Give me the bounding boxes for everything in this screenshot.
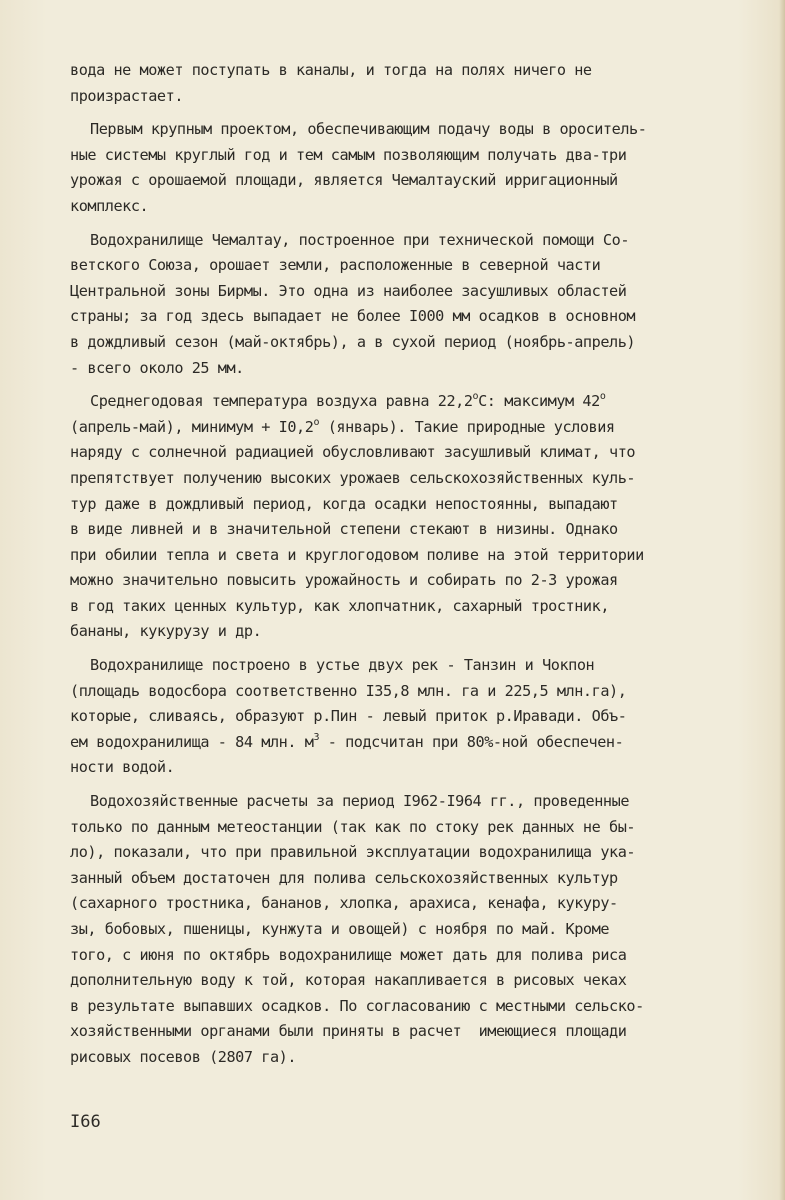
text-line: Водохранилище построено в устье двух рек - Танзин и Чокпон [90,656,595,675]
paragraph [70,653,770,781]
text-line: Водохозяйственные расчеты за период I962-I964 гг., проведенные [90,792,630,811]
text-line: в результате выпавших осадков. По согласованию с местными сельско- [70,996,644,1015]
text-line: которые, сливаясь, образуют р.Пин - левый приток р.Иравади. Объ- [70,707,627,726]
paragraph [70,389,770,645]
text-line: ло), показали, что при правильной эксплуатации водохранилища ука- [70,843,636,862]
text-line: зы, бобовых, пшеницы, кунжута и овощей) с ноября по май. Кроме [70,920,610,938]
text-line: - всего около 25 мм. [70,358,244,377]
paragraph [70,789,770,1071]
paragraph [70,58,770,109]
text-line: занный объем достаточен для полива сельскохозяйственных культур [70,868,618,887]
text-line: при обилии тепла и света и круглогодовом поливе на этой территории [70,545,644,564]
text-line: Центральной зоны Бирмы. Это одна из наиболее засушливых областей [70,281,627,300]
text-line: можно значительно повысить урожайность и собирать по 2-3 урожая [70,571,618,590]
text-line: Первым крупным проектом, обеспечивающим подачу воды в ороситель- [90,120,647,139]
paragraph [70,117,770,219]
text-line: в дождливый сезон (май-октябрь), а в сухой период (ноябрь-апрель) [70,332,636,351]
text-line: в год таких ценных культур, как хлопчатник, сахарный тростник, [70,596,610,615]
text-line: препятствует получению высоких урожаев сельскохозяйственных куль- [70,468,636,487]
text-line: бананы, кукурузу и др. [70,622,262,641]
paragraph [70,228,770,382]
text-line: наряду с солнечной радиацией обусловливают засушливый климат, что [70,443,636,462]
page-number: I66 [70,1112,101,1132]
text-line: хозяйственными органами были приняты в расчет имеющиеся площади [70,1022,627,1041]
text-line: (апрель-май), минимум + $I0,2^o$ (январь). Такие природные условия [70,416,615,436]
text-line: Водохранилище Чемалтау, построенное при технической помощи Со- [90,230,630,249]
text-line: произрастает. [70,86,184,105]
page-edge-shadow [779,0,785,1200]
text-line: ветского Союза, орошает земли, расположенные в северной части [70,256,601,275]
text-line: того, с июня по октябрь водохранилище может дать для полива риса [70,945,627,964]
text-line: только по данным метеостанции (так как по стоку рек данных не бы- [70,817,636,836]
text-line: вода не может поступать в каналы, и тогда на полях ничего не [70,61,592,79]
text-line: страны; за год здесь выпадает не более I000 мм осадков в основном [70,307,636,326]
text-line: ные системы круглый год и тем самым позволяющим получать два-три [70,145,627,164]
text-line: дополнительную воду к той, которая накапливается в рисовых чеках [70,971,627,990]
text-line: ности водой. [70,758,175,777]
text-line: (площадь водосбора соответственно I35,8 млн. га и 225,5 млн.га), [70,681,627,700]
text-line: тур даже в дождливый период, когда осадки непостоянны, выпадают [70,494,618,513]
text-line: ем водохранилища - 84 млн. $м^3$ - подсчитан при 80%-ной обеспечен- [70,731,624,751]
body-text [70,58,770,1071]
text-line: в виде ливней и в значительной степени стекают в низины. Однако [70,520,618,539]
text-line: (сахарного тростника, бананов, хлопка, арахиса, кенафа, кукуру- [70,894,618,913]
text-line: рисовых посевов (2807 га). [70,1047,297,1066]
text-line: комплекс. [70,196,149,215]
text-line: урожая с орошаемой площади, является Чемалтауский ирригационный [70,171,618,190]
text-line: Среднегодовая температура воздуха равна 22,2$^o$С: максимум 42$^o$ [90,391,606,411]
